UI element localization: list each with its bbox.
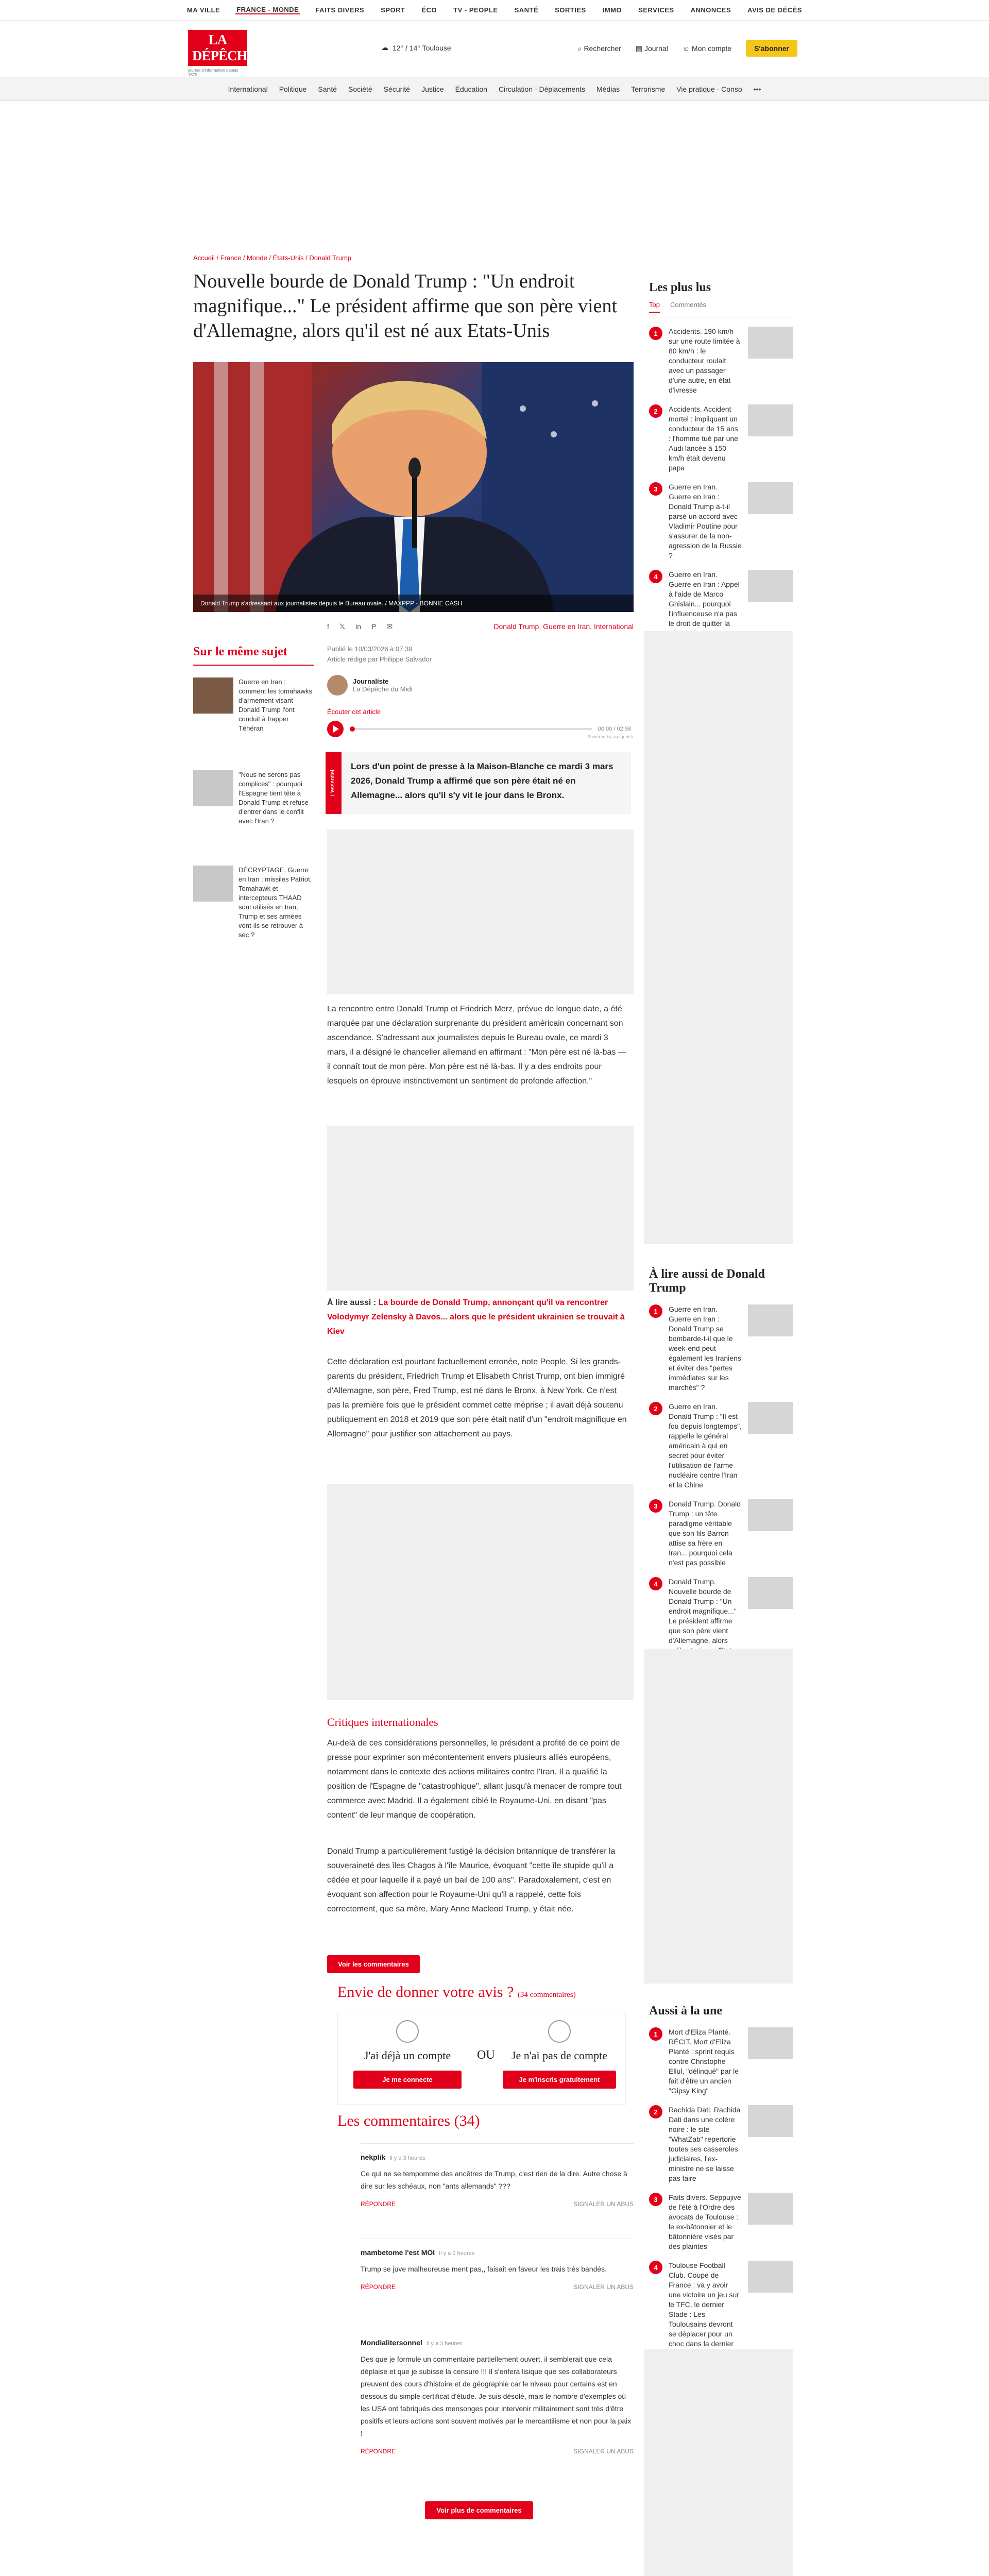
- headline-item[interactable]: [649, 2193, 793, 2251]
- audio-progress[interactable]: [350, 728, 592, 730]
- trump-photo: [193, 362, 634, 612]
- article-hero-image: [193, 362, 634, 612]
- most-read-item[interactable]: [649, 327, 793, 395]
- reply-button[interactable]: RÉPONDRE: [361, 2448, 396, 2455]
- comment-text: Ce qui ne se tempomme des ancêtres de Trump, c'est rien de la dire. Autre chose à dire sur les schéaux, non "ants allemands" ???: [361, 2170, 627, 2190]
- article-lead: Lors d'un point de presse à la Maison-Blanche ce mardi 3 mars 2026, Donald Trump a affirmé que son père était né en Allemagne... alors qu'il s'y vit le jour dans le Bronx.: [340, 752, 631, 814]
- also-read-thumbnail: [748, 1499, 793, 1531]
- image-caption: Donald Trump s'adressant aux journalistes depuis le Bureau ovale. / MAXPPP - BONNIE CASH: [193, 595, 634, 612]
- most-read-item[interactable]: [649, 570, 793, 638]
- comment-user[interactable]: Mondialitersonnel: [361, 2338, 422, 2347]
- email-icon[interactable]: ✉: [386, 622, 393, 631]
- cta-title-text: Envie de donner votre avis ?: [337, 1984, 514, 2001]
- article-meta: [327, 644, 432, 665]
- rank-badge: 1: [649, 327, 662, 340]
- also-read-text: Donald Trump. Nouvelle bourde de Donald Trump : "Un endroit magnifique..." Le président affirme que son père vient d'Allemagne, alors: [669, 1578, 737, 1645]
- see-comments-button[interactable]: Voir les commentaires: [327, 1955, 420, 1973]
- rank-badge: 3: [649, 482, 662, 496]
- top-nav-item[interactable]: FAITS DIVERS: [315, 6, 365, 14]
- article-paragraph: Donald Trump a particulièrement fustigé la décision britannique de transférer la souveraineté des îles Chagos à l'île Maurice, évoquant "cette île stupide qu'il a cédée et pour laquelle il a payé un bail de 100 ans". Paradoxalement, c'est en évoquant son affection pour le Royaume-Uni qu'il a rappelé, cette fois correctement, que sa mère, Mary Anne Macleod Trump, y était née.: [327, 1847, 616, 1913]
- author-role: Journaliste: [353, 677, 389, 685]
- ad-slot: [327, 1126, 634, 1291]
- also-read-item[interactable]: [649, 1402, 793, 1490]
- comment-date: Il y a 3 heures: [426, 2341, 462, 2347]
- reply-button[interactable]: RÉPONDRE: [361, 2200, 396, 2208]
- also-read-item[interactable]: [649, 1499, 793, 1568]
- account-button[interactable]: [683, 44, 731, 53]
- section-nav-item[interactable]: Circulation - Déplacements: [498, 84, 585, 93]
- logo-mark: LA DÉPÊCHE: [188, 30, 247, 66]
- weather-widget[interactable]: [381, 43, 451, 52]
- headline-text: Rachida Dati. Rachida Dati dans une colère noire : le site "WhatZab" repertorie toutes ses casseroles judiciaires, l'ex-ministre ne se laisse pas faire: [669, 2106, 741, 2182]
- most-read-thumbnail: [748, 404, 793, 436]
- article-paragraph: La rencontre entre Donald Trump et Friedrich Merz, prévue de longue date, a été marquée par une déclaration surprenante du président américain concernant son ascendance. S'adressant aux journalistes depuis le Bureau ovale, ce mardi 3 mars, il a désigné le chancelier allemand en affirmant : "Mon père est né là-bas — il connaît tout de mon père. Mon père est né là-bas. Il y a des endroits pour lesquels on éprouve instinctivement un sentiment de profonde affection.": [327, 1005, 626, 1086]
- section-nav-item[interactable]: Vie pratique - Conso: [676, 84, 742, 93]
- headlines-title: Aussi à la une: [649, 2004, 723, 2018]
- listen-label: Écouter cet article: [327, 708, 381, 716]
- newspaper-icon: ▤: [635, 44, 644, 53]
- publish-date: Publié le 10/03/2026 à 07:39: [327, 645, 413, 653]
- headline-text: Mort d'Eliza Planté. RÉCIT. Mort d'Eliza Planté : sprint requis contre Christophe Ellul, "délinqué" par le fait d'être un ancien "Gipsy King": [669, 2028, 739, 2095]
- read-also-link[interactable]: La bourde de Donald Trump, annonçant qu'il va rencontrer Volodymyr Zelensky à Davos... alors que le président ukrainien se trouvait à Kiev: [327, 1298, 625, 1336]
- also-read-thumbnail: [748, 1402, 793, 1434]
- facebook-icon[interactable]: f: [327, 622, 329, 631]
- most-read-thumbnail: [748, 327, 793, 359]
- divider: [193, 665, 314, 666]
- rank-badge: 2: [649, 2105, 662, 2119]
- top-nav-item[interactable]: IMMO: [602, 6, 622, 14]
- top-nav-item[interactable]: ÉCO: [421, 6, 437, 14]
- also-read-text: Donald Trump. Donald Trump : un tête paradigme véritable que son fils Barron attise sa frère en Iran... pourquoi cela n'est pas possible: [669, 1500, 741, 1567]
- audio-time: 00:00 / 02:58: [598, 726, 631, 732]
- comments-title: Les commentaires (34): [337, 2112, 480, 2129]
- linkedin-icon[interactable]: in: [355, 622, 362, 631]
- search-label: Rechercher: [584, 44, 621, 53]
- most-read-item[interactable]: [649, 404, 793, 473]
- article-paragraph: Au-delà de ces considérations personnelles, le président a profité de ce point de presse pour exprimer son mécontentement envers plusieurs alliés européens, notamment dans le contexte des actions militaires contre l'Iran. Il a qualifié la position de l'Espagne de "catastrophique", allant jusqu'à menacer de rompre tout commerce avec Madrid. Il a également ciblé le Royaume-Uni, en disant "pas content" de leur manque de coopération.: [327, 1739, 622, 1820]
- headline-item[interactable]: [649, 2027, 793, 2096]
- have-account-label: J'ai déjà un compte: [364, 2049, 451, 2062]
- avatar: [327, 675, 348, 696]
- most-read-text: Accidents. Accident mortel : impliquant un conducteur de 15 ans : l'homme tué par une Audi lancée à 150 km/h était devenu papa: [669, 405, 738, 472]
- most-read-item[interactable]: [649, 482, 793, 561]
- also-read-thumbnail: [748, 1304, 793, 1336]
- section-nav-item[interactable]: Politique: [279, 84, 307, 93]
- top-nav-item[interactable]: AVIS DE DÉCÈS: [747, 6, 802, 14]
- journal-label: Journal: [644, 44, 668, 53]
- comment-user[interactable]: nekplik: [361, 2153, 386, 2161]
- no-account-label: Je n'ai pas de compte: [511, 2049, 607, 2062]
- no-entry-icon: [548, 2020, 571, 2043]
- related-title: Guerre en Iran : comment les tomahawks d'armement visant Donald Trump l'ont conduit à frapper Téhéran: [238, 678, 313, 732]
- play-button[interactable]: [327, 721, 344, 737]
- ad-slot: [644, 2349, 793, 2576]
- also-read-thumbnail: [748, 1577, 793, 1609]
- most-read-text: Guerre en Iran. Guerre en Iran : Donald Trump a-t-il parsé un accord avec Vladimir Poutine pour s'assurer de la non-agression de la Russie ?: [669, 483, 742, 560]
- ad-slot: [327, 829, 634, 994]
- reply-button[interactable]: RÉPONDRE: [361, 2283, 396, 2291]
- headline-thumbnail: [748, 2193, 793, 2225]
- register-button[interactable]: Je m'inscris gratuitement: [503, 2071, 616, 2089]
- same-subject-title: Sur le même sujet: [193, 645, 287, 658]
- rank-badge: 2: [649, 1402, 662, 1415]
- report-button[interactable]: SIGNALER UN ABUS: [573, 2283, 634, 2291]
- more-icon[interactable]: •••: [753, 84, 761, 93]
- also-read-item[interactable]: [649, 1304, 793, 1393]
- login-button[interactable]: Je me connecte: [353, 2071, 462, 2089]
- related-article[interactable]: [193, 677, 314, 733]
- tab-commented[interactable]: Commentés: [670, 301, 707, 309]
- related-thumbnail: [193, 770, 233, 806]
- also-read-text: Guerre en Iran. Guerre en Iran : Donald Trump se bombarde-t-il que le week-end peut également les Iraniens et éviter des "pertes immédiates sur les marchés" ?: [669, 1305, 741, 1392]
- headline-text: Faits divers. Seppujive de l'été à l'Ordre des avocats de Toulouse : le ex-bâtonnier et le bâtonnière visés par des plaintes: [669, 2193, 741, 2250]
- comments-count: (34 commentaires): [517, 1991, 576, 1999]
- report-button[interactable]: SIGNALER UN ABUS: [573, 2448, 634, 2455]
- tab-top[interactable]: Top: [649, 301, 660, 313]
- more-comments-button[interactable]: Voir plus de commentaires: [425, 2501, 533, 2519]
- article-tags[interactable]: Donald Trump, Guerre en Iran, International: [493, 622, 634, 631]
- rank-badge: 1: [649, 2027, 662, 2041]
- most-read-thumbnail: [748, 482, 793, 514]
- ad-slot: [644, 1649, 793, 1984]
- also-read-text: Guerre en Iran. Donald Trump : "Il est fou depuis longtemps", rappelle le général américain à qui en secret pour éviter l'utilisation de l'arme nucléaire contre l'Iran et la Chine: [669, 1402, 742, 1489]
- article-paragraph: Cette déclaration est pourtant factuellement erronée, note People. Si les grands-parents du président, Friedrich Trump et Elisabeth Christ Trump, ont bien immigré d'Allemagne, son père, Fred Trump, est né dans le Bronx, à New York. Ce n'est pas la première fois que le président commet cette méprise ; il avait déjà soutenu publiquement en 2018 et 2019 que son père était natif d'un "endroit magnifique en Allemagne" pour justifier son attachement au pays.: [327, 1358, 627, 1438]
- comments-cta-box: [337, 2012, 626, 2105]
- comment: [361, 2143, 634, 2208]
- section-nav-item[interactable]: International: [228, 84, 268, 93]
- top-nav-item[interactable]: SERVICES: [638, 6, 674, 14]
- essential-tag: L'essentiel: [326, 752, 340, 814]
- section-nav-item[interactable]: Société: [348, 84, 372, 93]
- author-card: [327, 675, 413, 696]
- user-icon: [396, 2020, 419, 2043]
- powered-label: Powered by ausgerich: [587, 734, 634, 739]
- read-also-label: À lire aussi :: [327, 1298, 377, 1307]
- rank-badge: 3: [649, 1499, 662, 1513]
- related-article[interactable]: [193, 770, 314, 826]
- rank-badge: 3: [649, 2193, 662, 2206]
- report-button[interactable]: SIGNALER UN ABUS: [573, 2200, 634, 2208]
- section-nav-item[interactable]: Santé: [318, 84, 337, 93]
- rank-badge: 4: [649, 570, 662, 583]
- section-nav-item[interactable]: Éducation: [455, 84, 487, 93]
- ad-slot: [327, 1484, 634, 1700]
- comment-text: Des que je formule un commentaire partiellement ouvert, il semblerait que cela déplaise et que je subisse la censure !!! Il s'enfera lisique que ses collaborateurs preuvent des cours d'histoire et de géographie car le niveau pour certains est en dessous du simple certificat d'étude. Je suis désolé, mais le nombre d'exemples où les USA ont fabriqués des mensonges pour intervenir militairement sont très d'être positifs et leurs actions sont souvent motivés par le mercantilisme et non pour la paix !: [361, 2355, 632, 2437]
- comment-date: Il y a 2 heures: [439, 2250, 475, 2257]
- comment: [361, 2329, 634, 2455]
- top-nav-item[interactable]: FRANCE - MONDE: [236, 6, 299, 13]
- breadcrumb[interactable]: Accueil / France / Monde / États-Unis / Donald Trump: [193, 254, 352, 262]
- top-nav-item[interactable]: MA VILLE: [187, 6, 220, 14]
- rank-badge: 4: [649, 1577, 662, 1590]
- comment-text: Trump se juve malheureuse ment pas,, faisait en faveur les trais très bandés.: [361, 2265, 607, 2273]
- search-button[interactable]: [578, 44, 621, 53]
- headline-thumbnail: [748, 2105, 793, 2137]
- weather-label: 12° / 14° Toulouse: [393, 43, 451, 52]
- section-nav-item[interactable]: Sécurité: [383, 84, 411, 93]
- read-also: [327, 1296, 631, 1339]
- logo-tagline: journal d'information depuis 1870: [188, 68, 238, 77]
- top-nav-item[interactable]: SORTIES: [555, 6, 586, 14]
- headline-item[interactable]: [649, 2105, 793, 2183]
- section-nav: [0, 77, 989, 101]
- rank-badge: 4: [649, 2261, 662, 2274]
- related-article[interactable]: [193, 866, 314, 940]
- headline-item[interactable]: [649, 2261, 793, 2359]
- progress-handle[interactable]: [350, 726, 355, 732]
- site-logo[interactable]: [188, 30, 256, 77]
- rank-badge: 1: [649, 1304, 662, 1318]
- most-read-text: Guerre en Iran. Guerre en Iran : Appel à l'aide de Marco Ghislain... pourquoi l'influenceuse n'a pas le droit de quitter la: [669, 570, 740, 628]
- top-nav-item[interactable]: ANNONCES: [690, 6, 731, 14]
- related-thumbnail: [193, 866, 233, 902]
- top-nav-item[interactable]: TV - PEOPLE: [453, 6, 498, 14]
- article-title: Nouvelle bourde de Donald Trump : "Un endroit magnifique..." Le président affirme que son père vient d'Allemagne, alors qu'il est né aux Etats-Unis: [193, 270, 618, 342]
- headline-thumbnail: [748, 2027, 793, 2059]
- audio-player: [327, 719, 634, 739]
- section-nav-item[interactable]: Terrorisme: [631, 84, 666, 93]
- rank-badge: 2: [649, 404, 662, 418]
- journal-button[interactable]: [636, 44, 668, 53]
- pinterest-icon[interactable]: P: [371, 622, 377, 631]
- or-separator: OU: [477, 2048, 495, 2062]
- x-icon[interactable]: 𝕏: [339, 622, 346, 631]
- share-bar: [327, 622, 393, 631]
- comment: [361, 2239, 634, 2291]
- top-nav-item[interactable]: SPORT: [381, 6, 405, 14]
- subscribe-button[interactable]: S'abonner: [746, 40, 797, 57]
- most-read-text: Accidents. 190 km/h sur une route limitée à 80 km/h : le conducteur roulait avec un passager d'une autre, en état d'ivresse: [669, 327, 740, 394]
- most-read-thumbnail: [748, 570, 793, 602]
- site-header: [0, 21, 989, 77]
- search-icon: ⌕: [577, 44, 584, 53]
- most-read-title: Les plus lus: [649, 281, 711, 294]
- top-nav-item[interactable]: SANTÉ: [514, 6, 539, 14]
- top-nav: [0, 0, 989, 21]
- related-title: DÉCRYPTAGE. Guerre en Iran : missiles Patriot, Tomahawk et intercepteurs THAAD sont utilisés en Iran, Trump et ses armées vont-ils se retrouver à sec ?: [238, 866, 312, 939]
- account-label: Mon compte: [692, 44, 732, 53]
- user-icon: ☺: [682, 44, 692, 53]
- section-heading: Critiques internationales: [327, 1716, 438, 1728]
- related-title: "Nous ne serons pas complices" : pourquoi l'Espagne tient tête à Donald Trump et refuse d'entrer dans le conflit avec l'Iran ?: [238, 771, 309, 825]
- headline-text: Toulouse Football Club. Coupe de France : va y avoir une victoire un jeu sur le TFC, le dernier Stade : Les Toulousains devront se déplacer pour un choc dans la dernier: [669, 2261, 739, 2348]
- headline-thumbnail: [748, 2261, 793, 2293]
- ad-slot: [644, 631, 793, 1244]
- written-by[interactable]: Article rédigé par Philippe Salvador: [327, 655, 432, 663]
- comment-user[interactable]: mambetome l'est MOI: [361, 2248, 435, 2257]
- header-actions: [578, 40, 797, 57]
- author-org: La Dépêche du Midi: [353, 685, 413, 693]
- comments-cta-title: [337, 1984, 576, 2001]
- comment-date: Il y a 3 heures: [389, 2155, 425, 2161]
- related-thumbnail: [193, 677, 233, 714]
- section-nav-item[interactable]: Médias: [596, 84, 620, 93]
- section-nav-item[interactable]: Justice: [421, 84, 444, 93]
- also-read-title: À lire aussi de Donald Trump: [649, 1267, 765, 1295]
- cloud-icon: ☁: [381, 43, 388, 52]
